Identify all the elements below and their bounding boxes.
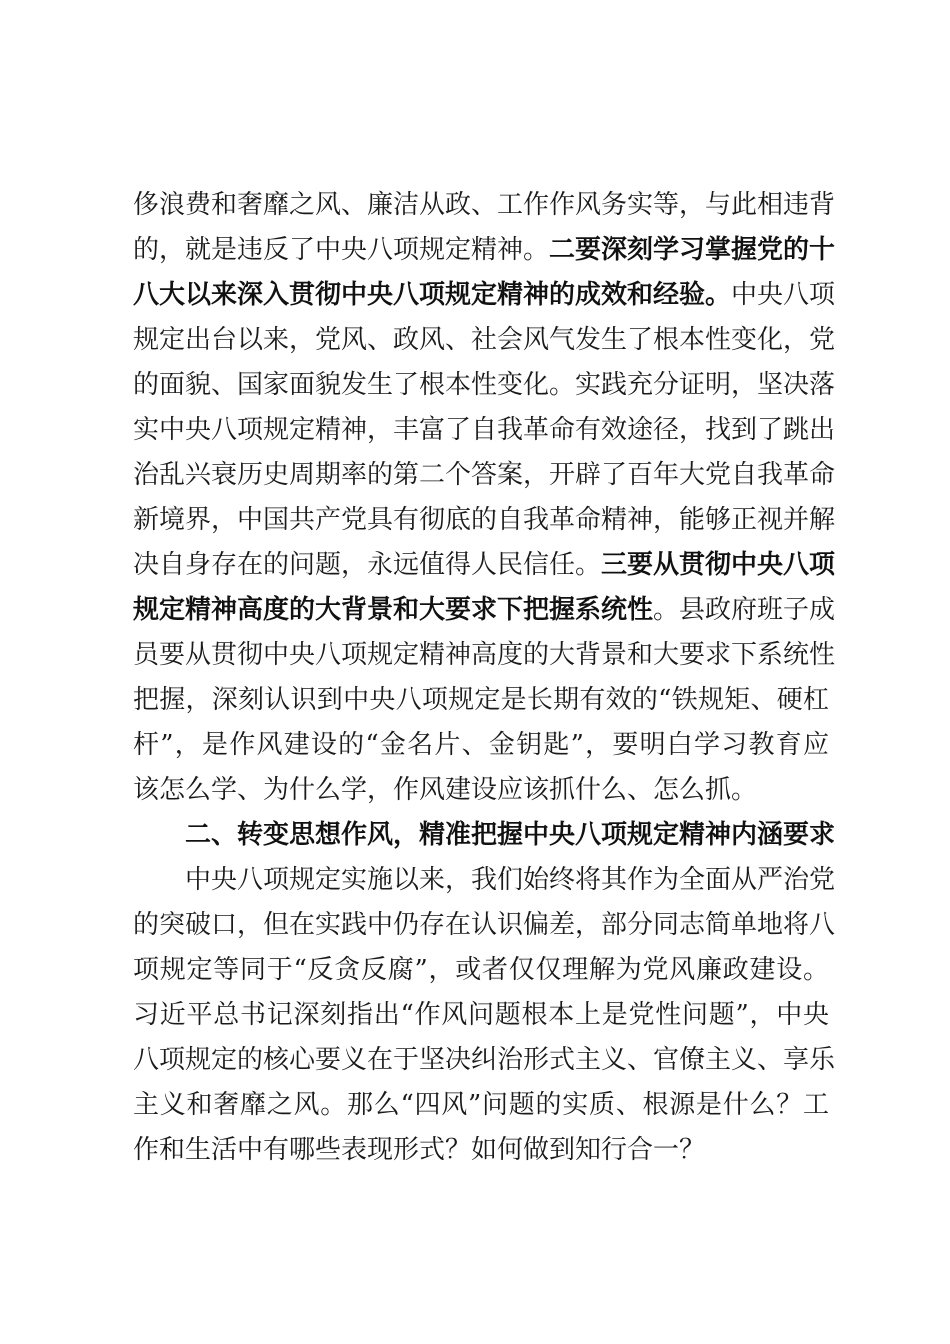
text-run: 杆”，是作风建设的“金名片、金钥匙”，要明白学习教育应: [133, 730, 829, 760]
text-run: 作和生活中有哪些表现形式？如何做到知行合一？: [133, 1135, 706, 1165]
body-text-line: [133, 365, 836, 405]
text-run: 员要从贯彻中央八项规定精神高度的大背景和大要求下系统性: [133, 640, 836, 670]
body-text-line: [133, 410, 836, 450]
body-text-line: [133, 950, 829, 990]
body-text-line: [133, 635, 836, 675]
body-text-line: [133, 545, 836, 585]
text-run: 中央八项规定实施以来，我们始终将其作为全面从严治党: [185, 865, 836, 895]
text-run: 新境界，中国共产党具有彻底的自我革命精神，能够正视并解: [133, 505, 836, 535]
text-run: 规定出台以来，党风、政风、社会风气发生了根本性变化，党: [133, 325, 836, 355]
text-run: 中央八项: [731, 280, 836, 310]
bold-key-point: 三要从贯彻中央八项: [601, 550, 836, 580]
body-text-line: [133, 1085, 829, 1125]
text-run: 的，就是违反了中央八项规定精神。: [133, 235, 550, 265]
body-text-line: [133, 770, 829, 810]
text-run: 的面貌、国家面貌发生了根本性变化。实践充分证明，坚决落: [133, 370, 836, 400]
text-run: 的突破口，但在实践中仍存在认识偏差，部分同志简单地将八: [133, 910, 836, 940]
text-run: 八项规定的核心要义在于坚决纠治形式主义、官僚主义、享乐: [133, 1045, 836, 1075]
body-text-line: [133, 905, 836, 945]
text-run: 侈浪费和奢靡之风、廉洁从政、工作作风务实等，与此相违背: [133, 190, 836, 220]
body-text-line: [133, 320, 836, 360]
body-text-line: [133, 680, 829, 720]
body-text-line: [133, 995, 829, 1035]
text-run: 习近平总书记深刻指出“作风问题根本上是党性问题”，中央: [133, 1000, 829, 1030]
body-text-line: [133, 1130, 829, 1170]
bold-key-point: 二要深刻学习掌握党的十: [549, 235, 836, 265]
text-run: 治乱兴衰历史周期率的第二个答案，开辟了百年大党自我革命: [133, 460, 836, 490]
body-text-line: [185, 860, 836, 900]
text-run: 项规定等同于“反贪反腐”，或者仅仅理解为党风廉政建设。: [133, 955, 829, 985]
body-text-line: [133, 500, 836, 540]
text-run: 决自身存在的问题，永远值得人民信任。: [133, 550, 602, 580]
text-run: 主义和奢靡之风。那么“四风”问题的实质、根源是什么？工: [133, 1090, 829, 1120]
text-run: 该怎么学、为什么学，作风建设应该抓什么、怎么抓。: [133, 775, 758, 805]
body-text-line: [133, 185, 836, 225]
body-text-line: [133, 1040, 836, 1080]
body-text-line: [133, 590, 836, 630]
bold-key-point: 八大以来深入贯彻中央八项规定精神的成效和经验。: [133, 280, 732, 310]
body-text-line: [133, 275, 836, 315]
body-text-line: [133, 725, 829, 765]
bold-key-point: 规定精神高度的大背景和大要求下把握系统性: [133, 595, 654, 625]
body-text-line: [133, 230, 836, 270]
section-heading: 二、转变思想作风，精准把握中央八项规定精神内涵要求: [185, 820, 836, 850]
text-run: 实中央八项规定精神，丰富了自我革命有效途径，找到了跳出: [133, 415, 836, 445]
text-run: 。县政府班子成: [653, 595, 836, 625]
body-text-line: [133, 455, 836, 495]
text-run: 把握，深刻认识到中央八项规定是长期有效的“铁规矩、硬杠: [133, 685, 829, 715]
